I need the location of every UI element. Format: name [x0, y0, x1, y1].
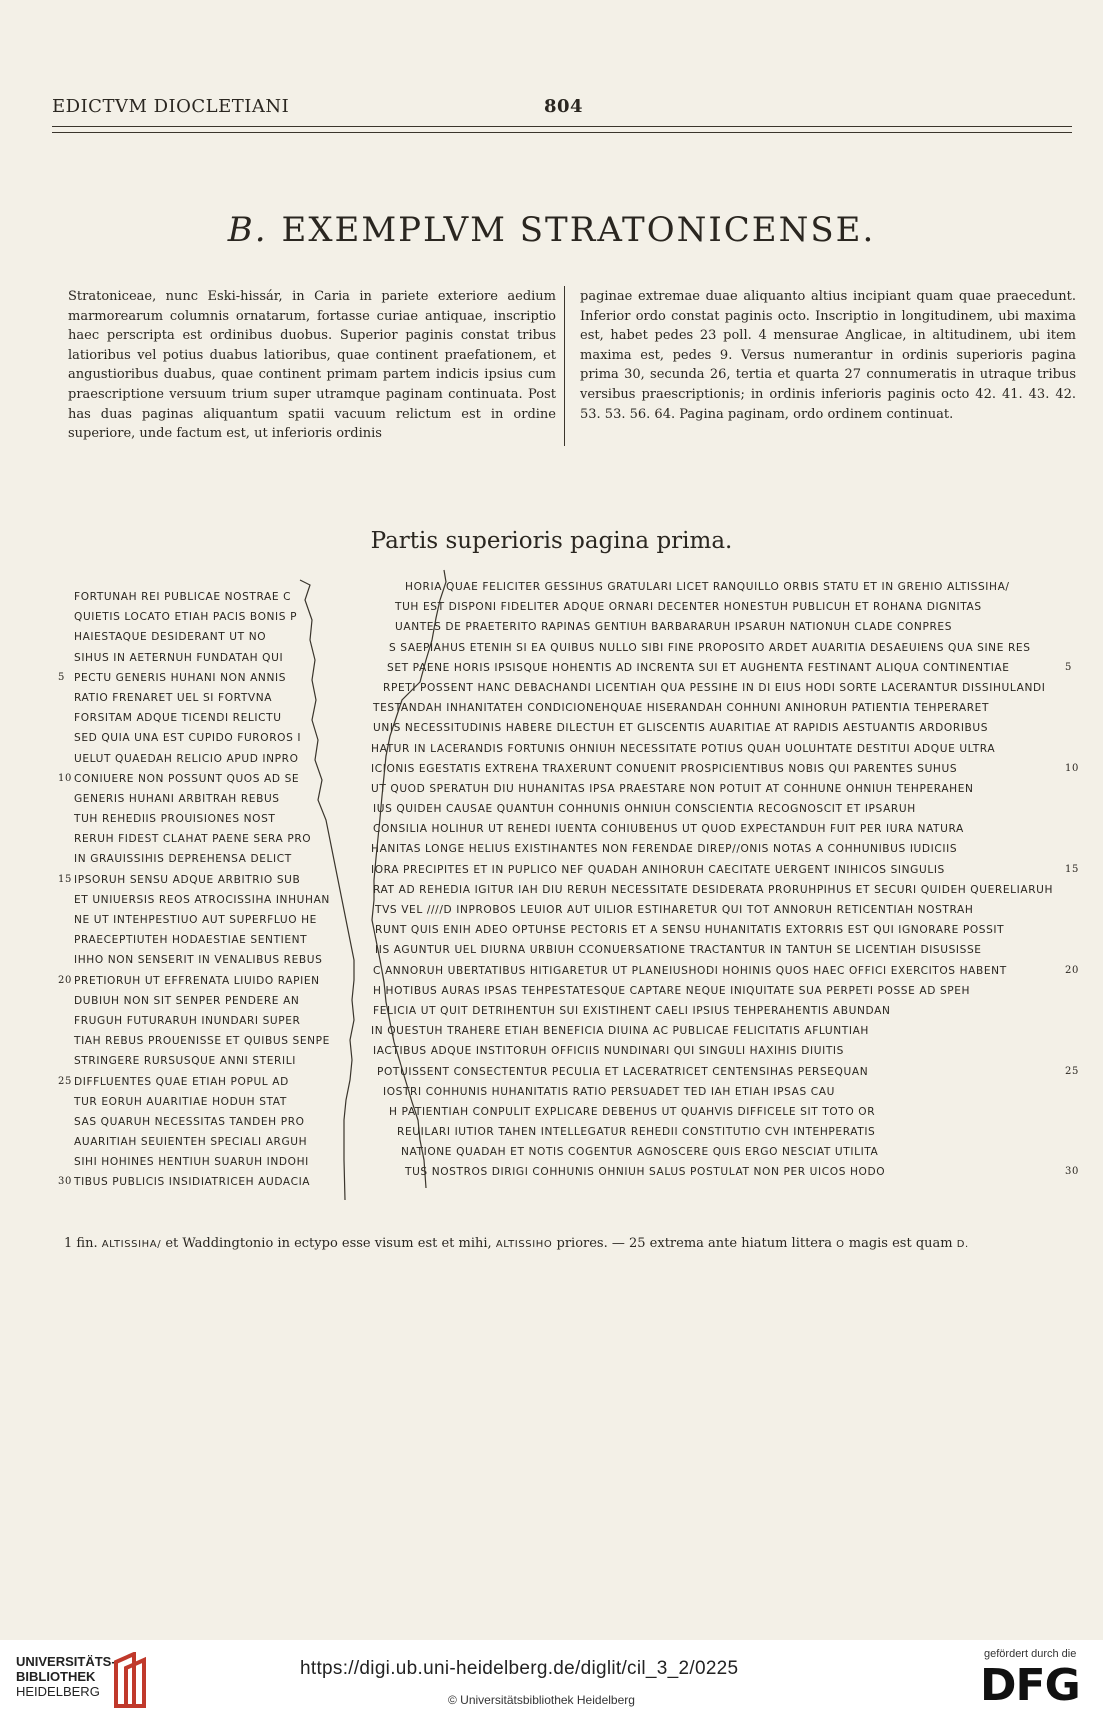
- part-heading: Partis superioris pagina prima.: [370, 528, 733, 554]
- line-text: IHHO NON SENSERIT IN VENALIBUS REBUS: [74, 954, 323, 967]
- viewer-footer: [0, 1640, 1103, 1722]
- line-text: IACTIBUS ADQUE INSTITORUH OFFICIIS NUNDINARI QUI SINGULI HAXIHIS DIUITIS: [373, 1045, 844, 1058]
- line-text: IN QUESTUH TRAHERE ETIAH BENEFICIA DIUINA AC PUBLICAE FELICITATIS AFLUNTIAH: [371, 1025, 869, 1038]
- line-number: 25: [1065, 1065, 1079, 1077]
- section-letter: B.: [227, 210, 268, 250]
- copyright-notice: © Universitätsbibliothek Heidelberg: [448, 1693, 635, 1707]
- line-number: 15: [58, 873, 72, 885]
- footnote-text-3: priores. — 25 extrema ante hiatum littera: [556, 1236, 832, 1251]
- line-text: UNIS NECESSITUDINIS HABERE DILECTUH ET GLISCENTIS AUARITIAE AT RAPIDIS AESTUANTIS ARDORIBUS: [373, 722, 989, 735]
- line-text: C ANNORUH UBERTATIBUS HITIGARETUR UT PLANEIUSHODI HOHINIS QUOS HAEC OFFICI EXERCITOS HABENT: [373, 964, 1007, 977]
- permalink-url[interactable]: https://digi.ub.uni-heidelberg.de/diglit/cil_3_2/0225: [300, 1658, 739, 1679]
- line-text: RUNT QUIS ENIH ADEO OPTUHSE PECTORIS ET A SENSU HUHANITATIS EXTORRIS EST QUI IGNORARE POSSIT: [375, 924, 1005, 937]
- line-text: H HOTIBUS AURAS IPSAS TEHPESTATESQUE CAPTARE NEQUE INIQUITATE SUA PERPETI POSSE AD SPEH: [373, 984, 971, 997]
- line-text: GENERIS HUHANI ARBITRAH REBUS: [74, 792, 280, 805]
- library-name-line2: BIBLIOTHEK: [16, 1669, 96, 1684]
- footnote-text-2: et Waddingtonio in ectypo esse visum est et mihi,: [165, 1236, 492, 1251]
- line-number: 10: [1065, 762, 1079, 774]
- line-text: SED QUIA UNA EST CUPIDO FUROROS I: [74, 732, 302, 745]
- line-text: UELUT QUAEDAH RELICIO APUD INPRO: [74, 752, 299, 765]
- section-name: EXEMPLVM STRATONICENSE.: [281, 210, 876, 250]
- line-text: HAIESTAQUE DESIDERANT UT NO: [74, 631, 267, 644]
- line-text: IN GRAUISSIHIS DEPREHENSA DELICT: [74, 853, 292, 866]
- line-text: CONSILIA HOLIHUR UT REHEDI IUENTA COHIUBEHUS UT QUOD EXPECTANDUH FUIT PER IURA NATURA: [373, 823, 964, 836]
- line-number: 15: [1065, 863, 1079, 875]
- line-text: RATIO FRENARET UEL SI FORTVNA: [74, 691, 273, 704]
- footnote-text-4: magis est quam: [848, 1236, 953, 1251]
- line-number: 25: [58, 1075, 72, 1087]
- line-text: IOSTRI COHHUNIS HUHANITATIS RATIO PERSUADET TED IAH ETIAH IPSAS CAU: [383, 1085, 835, 1098]
- line-text: DUBIUH NON SIT SENPER PENDERE AN: [74, 994, 300, 1007]
- line-text: IUS QUIDEH CAUSAE QUANTUH COHHUNIS OHNIUH CONSCIENTIA RECOGNOSCIT ET IPSARUH: [373, 803, 916, 816]
- line-text: IORA PRECIPITES ET IN PUPLICO NEF QUADAH ANIHORUH CAECITATE UERGENT INIHICOS SINGULIS: [371, 863, 945, 876]
- line-text: FRUGUH FUTURARUH INUNDARI SUPER: [74, 1014, 301, 1027]
- line-text: FELICIA UT QUIT DETRIHENTUH SUI EXISTIHENT CAELI IPSIUS TEHPERAHENTIS ABUNDAN: [373, 1004, 891, 1017]
- line-number: 20: [58, 974, 72, 986]
- line-text: TUS NOSTROS DIRIGI COHHUNIS OHNIUH SALUS POSTULAT NON PER UICOS HODO: [405, 1166, 886, 1179]
- line-text: TIBUS PUBLICIS INSIDIATRICEH AUDACIA: [74, 1176, 311, 1189]
- line-text: HANITAS LONGE HELIUS EXISTIHANTES NON FERENDAE DIREP//ONIS NOTAS A COHHUNIBUS IUDICIIS: [371, 843, 958, 856]
- line-text: S SAEPIAHUS ETENIH SI EA QUIBUS NULLO SIBI FINE PROPOSITO ARDET AUARITIA DESAEUIENS QUA SINE RES: [389, 641, 1031, 654]
- line-text: H PATIENTIAH CONPULIT EXPLICARE DEBEHUS UT QUAHVIS DIFFICELE SIT TOTO OR: [389, 1105, 876, 1118]
- line-text: HATUR IN LACERANDIS FORTUNIS OHNIUH NECESSITATE POTIUS QUAH UOLUHTATE DESTITUI ADQUE ULTRA: [371, 742, 996, 755]
- line-text: IPSORUH SENSU ADQUE ARBITRIO SUB: [74, 873, 301, 886]
- line-text: POTUISSENT CONSECTENTUR PECULIA ET LACERATRICET CENTENSIHAS PERSEQUAN: [377, 1065, 869, 1078]
- running-head-title: EDICTVM DIOCLETIANI: [52, 96, 290, 117]
- line-text: TESTANDAH INHANITATEH CONDICIONEHQUAE HISERANDAH COHHUNI ANIHORUH PATIENTIA TEHPERARET: [373, 702, 990, 715]
- footnote-text-1: 1 fin.: [64, 1236, 98, 1251]
- line-text: SET PAENE HORIS IPSISQUE HOHENTIS AD INCRENTA SUI ET AUGHENTA FESTINANT ALIQUA CONTINENTIAE: [387, 661, 1010, 674]
- footnote-reading-3: O: [836, 1239, 845, 1250]
- line-text: PRAECEPTIUTEH HODAESTIAE SENTIENT: [74, 934, 308, 947]
- footnote-reading-2: ALTISSIHO: [495, 1239, 553, 1250]
- footnote-reading-4: D.: [956, 1239, 969, 1250]
- line-text: RERUH FIDEST CLAHAT PAENE SERA PRO: [74, 833, 312, 846]
- footnote-reading-1: ALTISSIHA/: [101, 1239, 162, 1250]
- line-text: STRINGERE RURSUSQUE ANNI STERILI: [74, 1055, 296, 1068]
- line-text: TIAH REBUS PROUENISSE ET QUIBUS SENPE: [74, 1035, 330, 1048]
- line-text: NE UT INTEHPESTIUO AUT SUPERFLUO HE: [74, 914, 317, 926]
- intro-right-paragraph: paginae extremae duae aliquanto altius incipiant quam quae praecedunt. Inferior ordo constat paginis octo. Inscriptio in longitudinem, ubi maxima est, habet pedes 23 poll. 4 mensurae Anglicae, in altitudinem, ubi item maxima est, pedes 9. Versus numerantur in ordinis superioris pagina prima 30, secunda 26, tertia et quarta 27 connumeratis in utraque tribus versibus praescriptionis; in ordinis inferioris paginis octo 42. 41. 43. 42. 53. 53. 56. 64. Pagina paginam, ordo ordinem continuat.: [580, 289, 1076, 422]
- line-text: PRETIORUH UT EFFRENATA LIUIDO RAPIEN: [74, 974, 320, 987]
- line-text: DIFFLUENTES QUAE ETIAH POPUL AD: [74, 1075, 289, 1088]
- line-text: SAS QUARUH NECESSITAS TANDEH PRO: [74, 1115, 305, 1128]
- line-text: FORTUNAH REI PUBLICAE NOSTRAE C: [74, 591, 292, 603]
- line-text: SIHUS IN AETERNUH FUNDATAH QUI: [74, 651, 284, 664]
- right-column-edge: [372, 570, 446, 1188]
- left-column-edge: [300, 580, 354, 1200]
- line-text: IIS AGUNTUR UEL DIURNA URBIUH CCONUERSATIONE TRACTANTUR IN TANTUH SE LICENTIAH DISUSISSE: [375, 944, 982, 957]
- funder-caption: gefördert durch die: [984, 1648, 1077, 1660]
- library-name-line3: HEIDELBERG: [16, 1684, 100, 1699]
- line-text: FORSITAM ADQUE TICENDI RELICTU: [74, 712, 282, 725]
- line-text: RAT AD REHEDIA IGITUR IAH DIU RERUH NECESSITATE DESIDERATA PRORUHPIHUS ET SECURI QUIDEH QUERELIARUH: [373, 883, 1054, 896]
- line-text: REUILARI IUTIOR TAHEN INTELLEGATUR REHEDII CONSTITUTIO CVH INTEHPERATIS: [397, 1126, 876, 1139]
- line-text: ICIONIS EGESTATIS EXTREHA TRAXERUNT CONUENIT PROSPICIENTIBUS NOBIS QUI PARENTES SUHUS: [371, 762, 958, 775]
- line-text: RPETI POSSENT HANC DEBACHANDI LICENTIAH QUA PESSIHE IN DI EIUS HODI SORTE LACERANTUR DISSIHULANDI: [383, 681, 1046, 694]
- line-text: TUH REHEDIIS PROUISIONES NOST: [74, 813, 276, 826]
- library-name-line1: UNIVERSITÄTS-: [16, 1654, 116, 1669]
- line-text: TVS VEL ////D INPROBOS LEUIOR AUT UILIOR ESTIHARETUR QUI TOT ANNORUH RETICENTIAH NOSTRAH: [375, 904, 974, 916]
- library-logo[interactable]: [16, 1654, 116, 1699]
- line-text: TUH EST DISPONI FIDELITER ADQUE ORNARI DECENTER HONESTUH PUBLICUH ET ROHANA DIGNITAS: [395, 601, 982, 614]
- line-number: 10: [58, 772, 72, 784]
- page-number: 804: [544, 96, 584, 117]
- line-text: UANTES DE PRAETERITO RAPINAS GENTIUH BARBARARUH IPSARUH NATIONUH CLADE CONPRES: [395, 621, 953, 634]
- dfg-logo[interactable]: DFG: [980, 1660, 1080, 1711]
- line-text: QUIETIS LOCATO ETIAH PACIS BONIS P: [74, 611, 298, 624]
- line-text: CONIUERE NON POSSUNT QUOS AD SE: [74, 772, 300, 785]
- line-number: 20: [1065, 964, 1079, 976]
- library-emblem-icon: [110, 1652, 154, 1708]
- line-text: SIHI HOHINES HENTIUH SUARUH INDOHI: [74, 1156, 309, 1169]
- line-number: 5: [1065, 661, 1072, 673]
- line-text: UT QUOD SPERATUH DIU HUHANITAS IPSA PRAESTARE NON POTUIT AT COHHUNE OHNIUH TEHPERAHEN: [371, 782, 974, 795]
- line-number: 30: [1065, 1166, 1079, 1178]
- line-text: AUARITIAH SEUIENTEH SPECIALI ARGUH: [74, 1136, 308, 1149]
- line-number: 30: [58, 1176, 72, 1188]
- line-text: TUR EORUH AUARITIAE HODUH STAT: [74, 1095, 287, 1108]
- footnote: [64, 1235, 1074, 1254]
- line-text: PECTU GENERIS HUHANI NON ANNIS: [74, 671, 287, 684]
- line-text: HORIA QUAE FELICITER GESSIHUS GRATULARI LICET RANQUILLO ORBIS STATU ET IN GREHIO ALTISSIHA/: [405, 581, 1010, 593]
- line-text: ET UNIUERSIS REOS ATROCISSIHA INHUHAN: [74, 893, 330, 906]
- line-text: NATIONE QUADAH ET NOTIS COGENTUR AGNOSCERE QUIS ERGO NESCIAT UTILITA: [401, 1146, 879, 1159]
- intro-left-paragraph: Stratoniceae, nunc Eski-hissár, in Caria in pariete exteriore aedium marmorearum columnis ornatarum, fortasse curiae antiquae, inscriptio haec perscripta est ordinibus duobus. Superior paginis constat tribus latioribus vel potius duabus latioribus, quae continent praefationem, et angustioribus duabus, quae continent primam partem indicis ipsius cum praescriptione versuum trium super utramque paginam continuata. Post has duas paginas aliquantum spatii vacuum relictum est in ordine superiore, unde factum est, ut inferioris ordinis: [68, 289, 556, 442]
- line-number: 5: [58, 671, 65, 683]
